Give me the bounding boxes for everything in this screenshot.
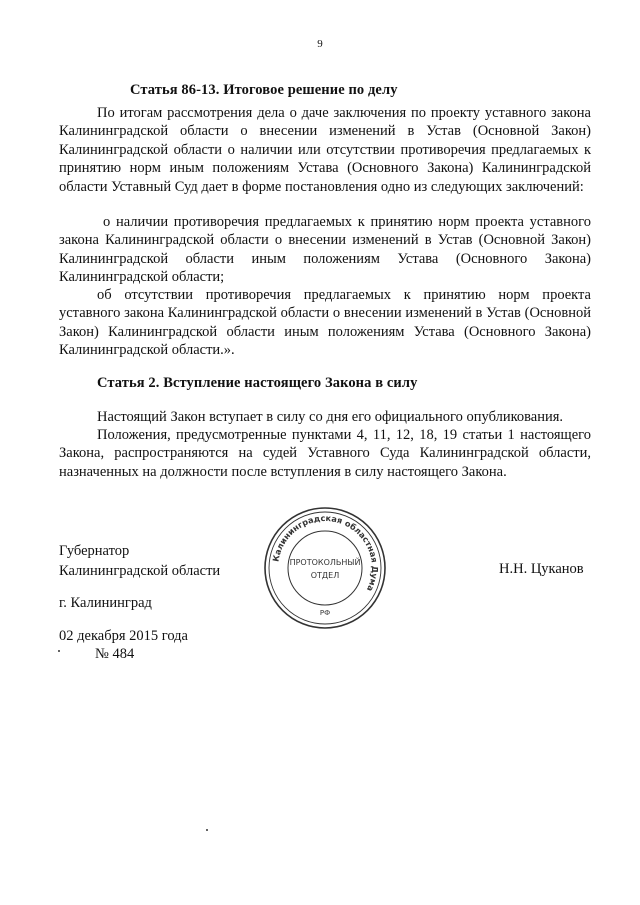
stamp-inner-ring: [269, 512, 381, 624]
official-stamp: [260, 503, 390, 633]
paragraph-text: о наличии противоречия предлагаемых к принятию норм проекта уставного закона Калининградской области о внесении изменений в Устав (Основной Закон) Калининградской области иным положениям Устава (Основного Закона) Калининградской области;: [59, 214, 591, 286]
paragraph-text: По итогам рассмотрения дела о даче заключения по проекту уставного закона Калининградской области о внесении изменений в Устав (Основной Закон) Калининградской области о наличии или отсутствии противоречия предлагаемых к принятию норм иным положениям Устава (Основного Закона) Калининградской области Уставный Суд дает в форме постановления одно из следующих заключений:: [59, 105, 591, 195]
stray-mark: [58, 650, 60, 652]
signing-date: 02 декабря 2015 года: [59, 628, 188, 644]
page-number: 9: [317, 38, 323, 50]
signing-city: г. Калининград: [59, 595, 152, 611]
article-2-paragraph-2: [59, 426, 591, 481]
law-number: № 484: [95, 646, 135, 662]
article-86-13-heading: Статья 86-13. Итоговое решение по делу: [130, 82, 398, 98]
article-2-paragraph-1: [59, 408, 591, 426]
article-2-heading: Статья 2. Вступление настоящего Закона в силу: [97, 375, 418, 391]
article-86-13-paragraph-3: [59, 286, 591, 360]
governor-title-line-1: Губернатор: [59, 543, 130, 559]
stamp-inner-line-1: ПРОТОКОЛЬНЫЙ: [289, 558, 361, 567]
governor-title: [59, 541, 220, 581]
governor-name: Н.Н. Цуканов: [499, 561, 584, 577]
governor-title-line-2: Калининградской области: [59, 563, 221, 579]
paragraph-text: Положения, предусмотренные пунктами 4, 11, 12, 18, 19 статьи 1 настоящего Закона, распространяются на судей Уставного Суда Калининградской области, назначенных на должности после вступления в силу настоящего Закона.: [59, 427, 591, 480]
paragraph-text: Настоящий Закон вступает в силу со дня его официального опубликования.: [97, 409, 564, 425]
stamp-center-ring: [288, 531, 362, 605]
article-86-13-paragraph-2: [59, 213, 591, 287]
article-86-13-paragraph-1: [59, 104, 591, 196]
stamp-inner-line-2: ОТДЕЛ: [310, 571, 340, 580]
stamp-bottom-text: РФ: [319, 609, 331, 617]
stamp-outer-text: Калининградская областная Дума: [270, 512, 381, 594]
stray-mark: [206, 829, 208, 831]
paragraph-text: об отсутствии противоречия предлагаемых к принятию норм проекта уставного закона Калининградской области о внесении изменений в Устав (Основной Закон) Калининградской области иным положениям Устава (Основного Закона) Калининградской области.».: [59, 287, 591, 359]
